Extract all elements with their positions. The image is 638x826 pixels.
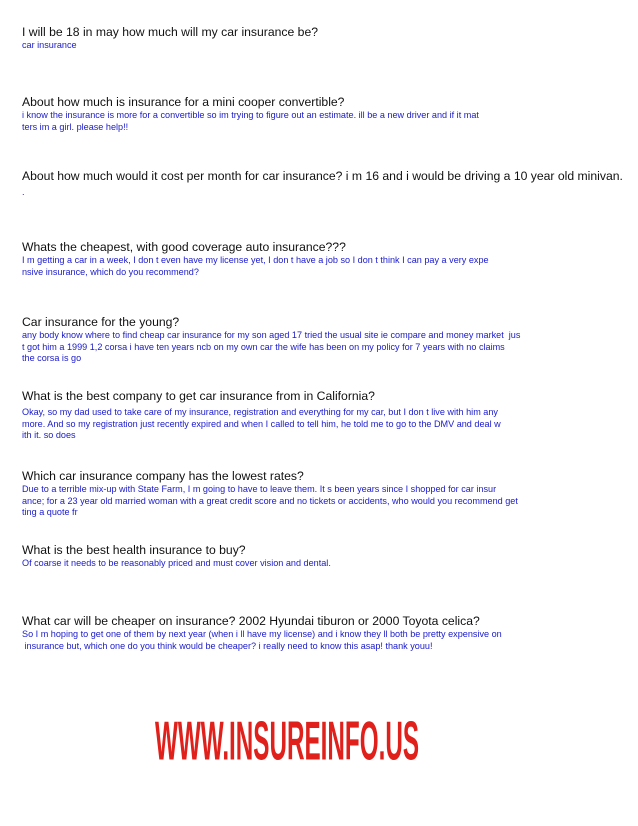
answer-line: Okay, so my dad used to take care of my insurance, registration and everything for my car, but I don t live with him any (22, 407, 498, 417)
site-watermark-logo (152, 709, 422, 772)
answer-line: t got him a 1999 1,2 corsa i have ten years ncb on my own car the wife has been on my policy for 7 years with no claims (22, 341, 505, 352)
qa-entry (22, 95, 632, 133)
answer-line: nsive insurance, which do you recommend? (22, 266, 199, 277)
qa-entry (22, 469, 632, 519)
answer-line: any body know where to find cheap car insurance for my son aged 17 tried the usual site ie compare and money market jus (22, 330, 521, 340)
qa-entry (22, 315, 632, 365)
qa-entry (22, 169, 632, 199)
answer-line: the corsa is go (22, 353, 82, 363)
qa-entry (22, 240, 632, 278)
answer-line: i know the insurance is more for a convertible so im trying to figure out an estimate. ill be a new driver and if it mat (22, 110, 479, 120)
answer-line: So I m hoping to get one of them by next year (when i ll have my license) and i know they ll both be pretty expensive on (22, 629, 502, 639)
question-text: Car insurance for the young? (22, 315, 180, 329)
answer-line: ters im a girl. please help!! (22, 121, 129, 132)
question-text: What is the best company to get car insurance from in California? (22, 389, 375, 403)
answer-line: ith it. so does (22, 430, 76, 440)
question-text: About how much would it cost per month for car insurance? i m 16 and i would be driving a 10 year old minivan. (22, 169, 623, 183)
answer-line: Of coarse it needs to be reasonably priced and must cover vision and dental. (22, 558, 331, 568)
answer-line: . (22, 187, 25, 197)
question-text: About how much is insurance for a mini cooper convertible? (22, 95, 345, 109)
question-text: Which car insurance company has the lowest rates? (22, 469, 304, 483)
qa-entry (22, 614, 632, 652)
answer-line: Due to a terrible mix-up with State Farm, I m going to have to leave them. It s been years since I shopped for car insur (22, 484, 497, 494)
qa-entry (22, 389, 632, 442)
answer-line: ting a quote fr (22, 507, 78, 517)
watermark-text: WWW.INSUREINFO.US (154, 709, 419, 772)
answer-line: I m getting a car in a week, I don t even have my license yet, I don t have a job so I don t think I can pay a very expe (22, 255, 489, 265)
qa-entry (22, 543, 632, 570)
question-text: What is the best health insurance to buy? (22, 543, 246, 557)
answer-line: more. And so my registration just recently expired and when I called to tell him, he told me to go to the DMV and deal w (22, 418, 501, 429)
qa-entry (22, 25, 632, 52)
question-text: Whats the cheapest, with good coverage auto insurance??? (22, 240, 346, 254)
question-text: I will be 18 in may how much will my car insurance be? (22, 25, 319, 39)
answer-line: car insurance (22, 40, 77, 50)
answer-line: insurance but, which one do you think would be cheaper? i really need to know this asap! thank youu! (22, 640, 433, 651)
answer-line: ance; for a 23 year old married woman with a great credit score and no tickets or accidents, who would you recommend get (22, 495, 518, 506)
question-text: What car will be cheaper on insurance? 2002 Hyundai tiburon or 2000 Toyota celica? (22, 614, 480, 628)
